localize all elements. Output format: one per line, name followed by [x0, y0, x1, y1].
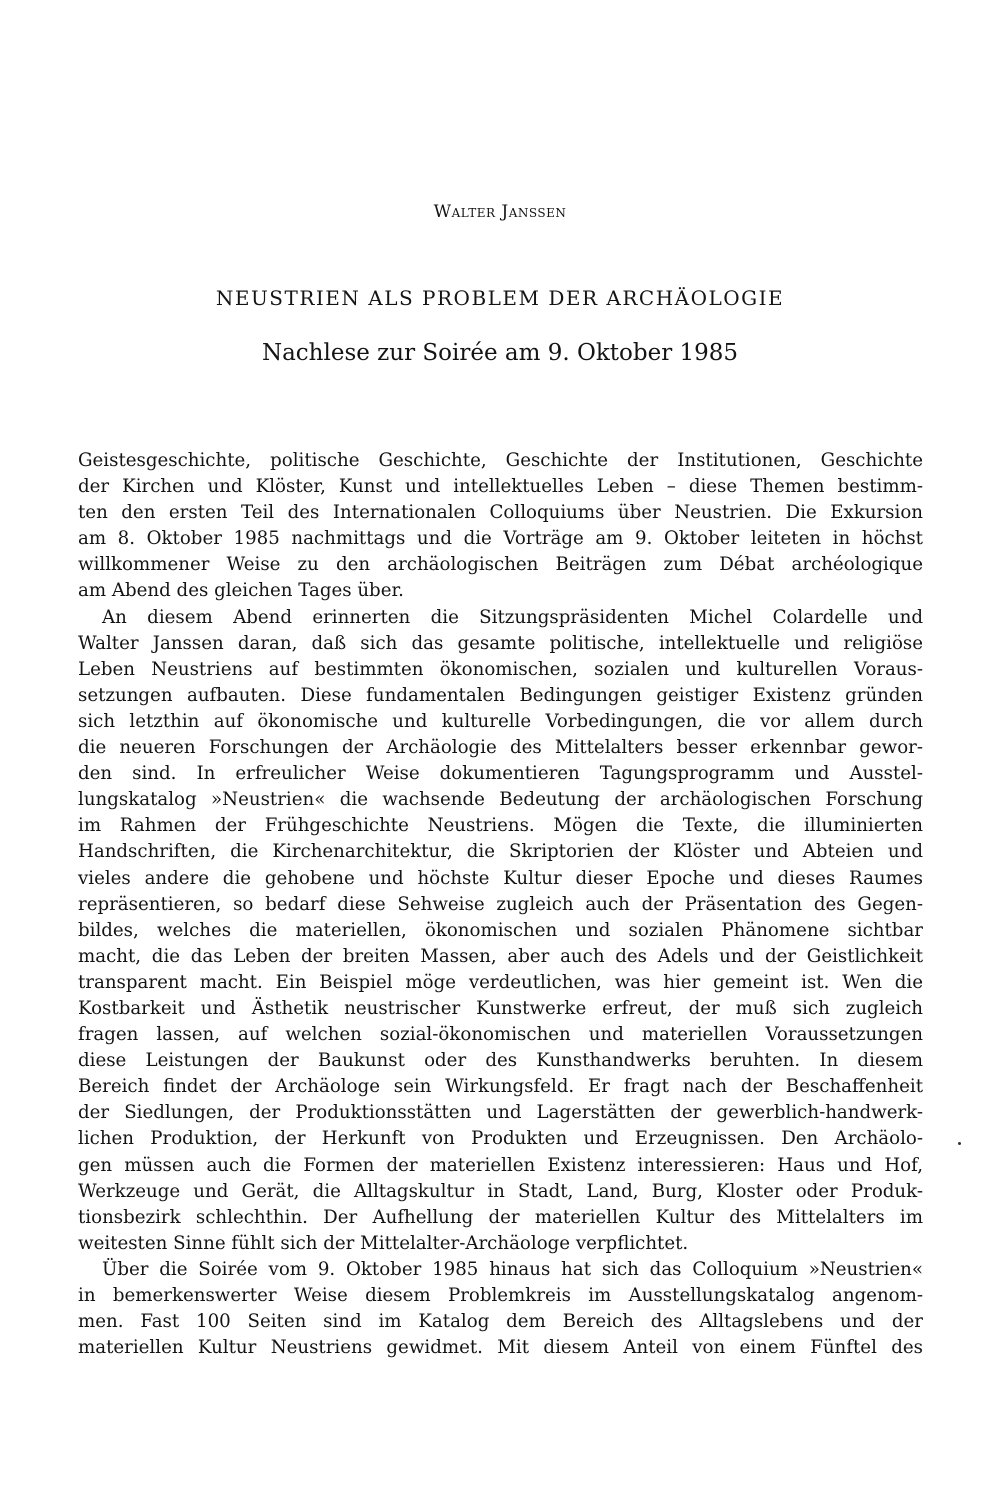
text-line: Kostbarkeit und Ästhetik neustrischer Kunstwerke erfreut, der muß sich zugleich: [78, 997, 923, 1019]
text-line: An diesem Abend erinnerten die Sitzungspräsidenten Michel Colardelle und: [102, 606, 923, 628]
text-line: Über die Soirée vom 9. Oktober 1985 hinaus hat sich das Colloquium »Neustrien«: [102, 1258, 923, 1280]
text-line: men. Fast 100 Seiten sind im Katalog dem Bereich des Alltagslebens und der: [78, 1311, 923, 1333]
text-line: setzungen aufbauten. Diese fundamentalen Bedingungen geistiger Existenz gründen: [78, 684, 923, 706]
text-line: sich letzthin auf ökonomische und kulturelle Vorbedingungen, die vor allem durch: [78, 710, 923, 732]
text-line: Bereich findet der Archäologe sein Wirkungsfeld. Er fragt nach der Beschaffenheit: [78, 1076, 923, 1098]
text-line: am 8. Oktober 1985 nachmittags und die Vorträge am 9. Oktober leiteten in höchst: [78, 528, 923, 550]
text-line: die neueren Forschungen der Archäologie des Mittelalters besser erkennbar gewor-: [78, 737, 923, 759]
text-line: lichen Produktion, der Herkunft von Produkten und Erzeugnissen. Den Archäolo-: [78, 1128, 923, 1150]
text-line: im Rahmen der Frühgeschichte Neustriens. Mögen die Texte, die illuminierten: [78, 815, 923, 837]
text-line: Leben Neustriens auf bestimmten ökonomischen, sozialen und kulturellen Voraus-: [78, 658, 923, 680]
text-line: diese Leistungen der Baukunst oder des Kunsthandwerks beruhten. In diesem: [78, 1050, 923, 1072]
text-line: am Abend des gleichen Tages über.: [78, 580, 404, 602]
text-line: tionsbezirk schlechthin. Der Aufhellung der materiellen Kultur des Mittelalters im: [78, 1206, 923, 1228]
text-line: in bemerkenswerter Weise diesem Problemkreis im Ausstellungskatalog angenom-: [78, 1285, 923, 1306]
text-line: transparent macht. Ein Beispiel möge verdeutlichen, was hier gemeint ist. Wen die: [78, 971, 923, 993]
paragraph-3: [78, 1257, 923, 1361]
text-line: materiellen Kultur Neustriens gewidmet. Mit diesem Anteil von einem Fünftel des: [78, 1337, 923, 1359]
body-text: [78, 448, 923, 1361]
text-line: der Siedlungen, der Produktionsstätten und Lagerstätten der gewerblich-handwerk-: [78, 1102, 923, 1124]
article-subtitle: Nachlese zur Soirée am 9. Oktober 1985: [261, 340, 739, 366]
paragraph-2: [78, 605, 923, 1257]
text-line: weitesten Sinne fühlt sich der Mittelalter-Archäologe verpflichtet.: [78, 1232, 689, 1254]
text-line: der Kirchen und Klöster, Kunst und intellektuelles Leben – diese Themen bestimm-: [78, 476, 923, 498]
author-name: Walter Janssen: [433, 202, 567, 222]
text-line: lungskatalog »Neustrien« die wachsende Bedeutung der archäologischen Forschung: [78, 789, 923, 811]
text-line: Handschriften, die Kirchenarchitektur, die Skriptorien der Klöster und Abteien und: [78, 841, 923, 863]
text-line: vieles andere die gehobene und höchste Kultur dieser Epoche und dieses Raumes: [78, 867, 923, 889]
text-line: den sind. In erfreulicher Weise dokumentieren Tagungsprogramm und Ausstel-: [78, 763, 923, 785]
article-title: NEUSTRIEN ALS PROBLEM DER ARCHÄOLOGIE: [215, 286, 785, 310]
text-line: willkommener Weise zu den archäologischen Beiträgen zum Débat archéologique: [78, 554, 923, 576]
text-line: macht, die das Leben der breiten Massen, aber auch des Adels und der Geistlichkeit: [78, 945, 923, 967]
text-line: fragen lassen, auf welchen sozial-ökonomischen und materiellen Voraussetzungen: [78, 1024, 923, 1046]
text-line: bildes, welches die materiellen, ökonomischen und sozialen Phänomene sichtbar: [78, 919, 923, 941]
margin-speck: [958, 1142, 961, 1145]
text-line: Geistesgeschichte, politische Geschichte, Geschichte der Institutionen, Geschichte: [78, 450, 923, 471]
text-line: Walter Janssen daran, daß sich das gesamte politische, intellektuelle und religiöse: [78, 632, 923, 654]
text-line: repräsentieren, so bedarf diese Sehweise zugleich auch der Präsentation des Gegen-: [78, 893, 923, 915]
text-line: ten den ersten Teil des Internationalen Colloquiums über Neustrien. Die Exkursion: [78, 502, 923, 524]
text-line: Werkzeuge und Gerät, die Alltagskultur in Stadt, Land, Burg, Kloster oder Produk-: [78, 1180, 923, 1202]
paragraph-1: [78, 448, 923, 605]
text-line: gen müssen auch die Formen der materiellen Existenz interessieren: Haus und Hof,: [78, 1154, 923, 1176]
